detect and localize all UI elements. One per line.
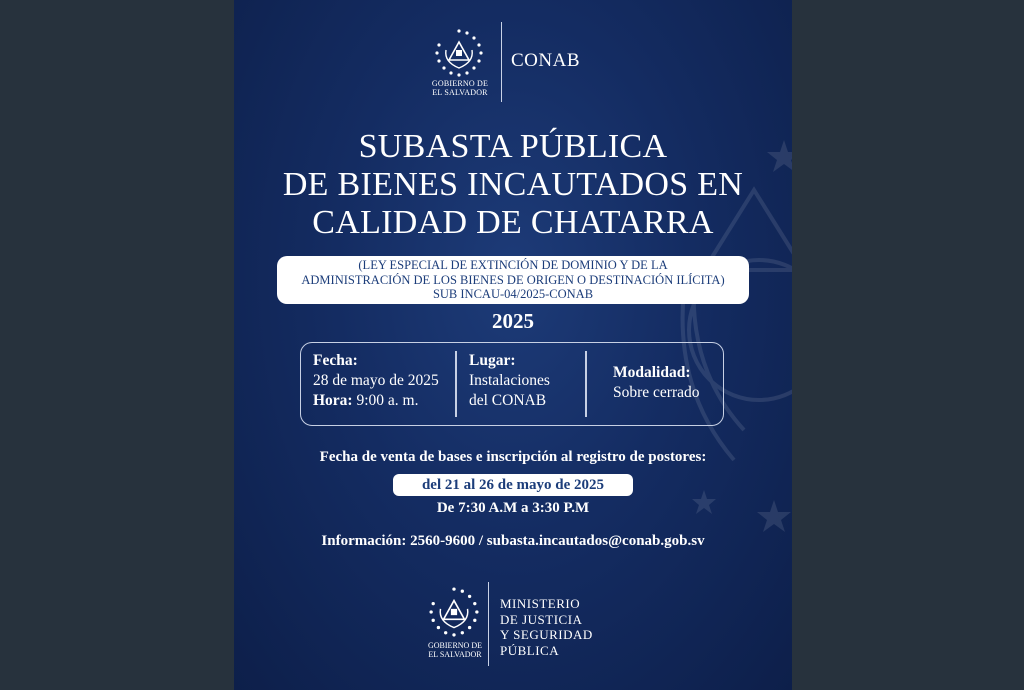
date-time-column: Fecha: 28 de mayo de 2025 Hora: 9:00 a. m. (313, 352, 439, 409)
contact-info: Información: 2560-9600 / subasta.incautados@conab.gob.sv (321, 533, 705, 549)
event-details-box (300, 342, 724, 426)
sale-period-heading: Fecha de venta de bases e inscripción al registro de postores: (319, 449, 707, 465)
header-divider (501, 22, 502, 102)
government-name: GOBIERNO DE EL SALVADOR (428, 641, 482, 659)
sale-hours: De 7:30 A.M a 3:30 P.M (436, 500, 590, 516)
footer-divider (488, 582, 489, 666)
year-label: 2025 (492, 309, 534, 333)
law-reference-box: (LEY ESPECIAL DE EXTINCIÓN DE DOMINIO Y DE LA ADMINISTRACIÓN DE LOS BIENES DE ORIGEN O DESTINACIÓN ILÍCITA) SUB INCAU-04/2025-CONAB (277, 256, 749, 304)
auction-poster (234, 0, 792, 690)
header-logo-group (424, 22, 624, 104)
el-salvador-seal-icon (434, 28, 484, 78)
footer-logo-group (420, 582, 620, 672)
agency-name: CONAB (511, 50, 581, 71)
right-background-panel (792, 0, 1024, 690)
details-divider (455, 351, 457, 417)
details-divider (585, 351, 587, 417)
modality-column: Modalidad: Sobre cerrado (613, 364, 700, 401)
government-name: GOBIERNO DE EL SALVADOR (431, 79, 489, 97)
el-salvador-seal-icon (428, 586, 480, 638)
location-column: Lugar: Instalaciones del CONAB (469, 352, 550, 409)
left-background-panel (0, 0, 234, 690)
sale-dates-pill: del 21 al 26 de mayo de 2025 (393, 474, 633, 496)
poster-title: SUBASTA PÚBLICA DE BIENES INCAUTADOS EN CALIDAD DE CHATARRA (282, 128, 744, 241)
ministry-name: MINISTERIO DE JUSTICIA Y SEGURIDAD PÚBLICA (500, 596, 593, 658)
